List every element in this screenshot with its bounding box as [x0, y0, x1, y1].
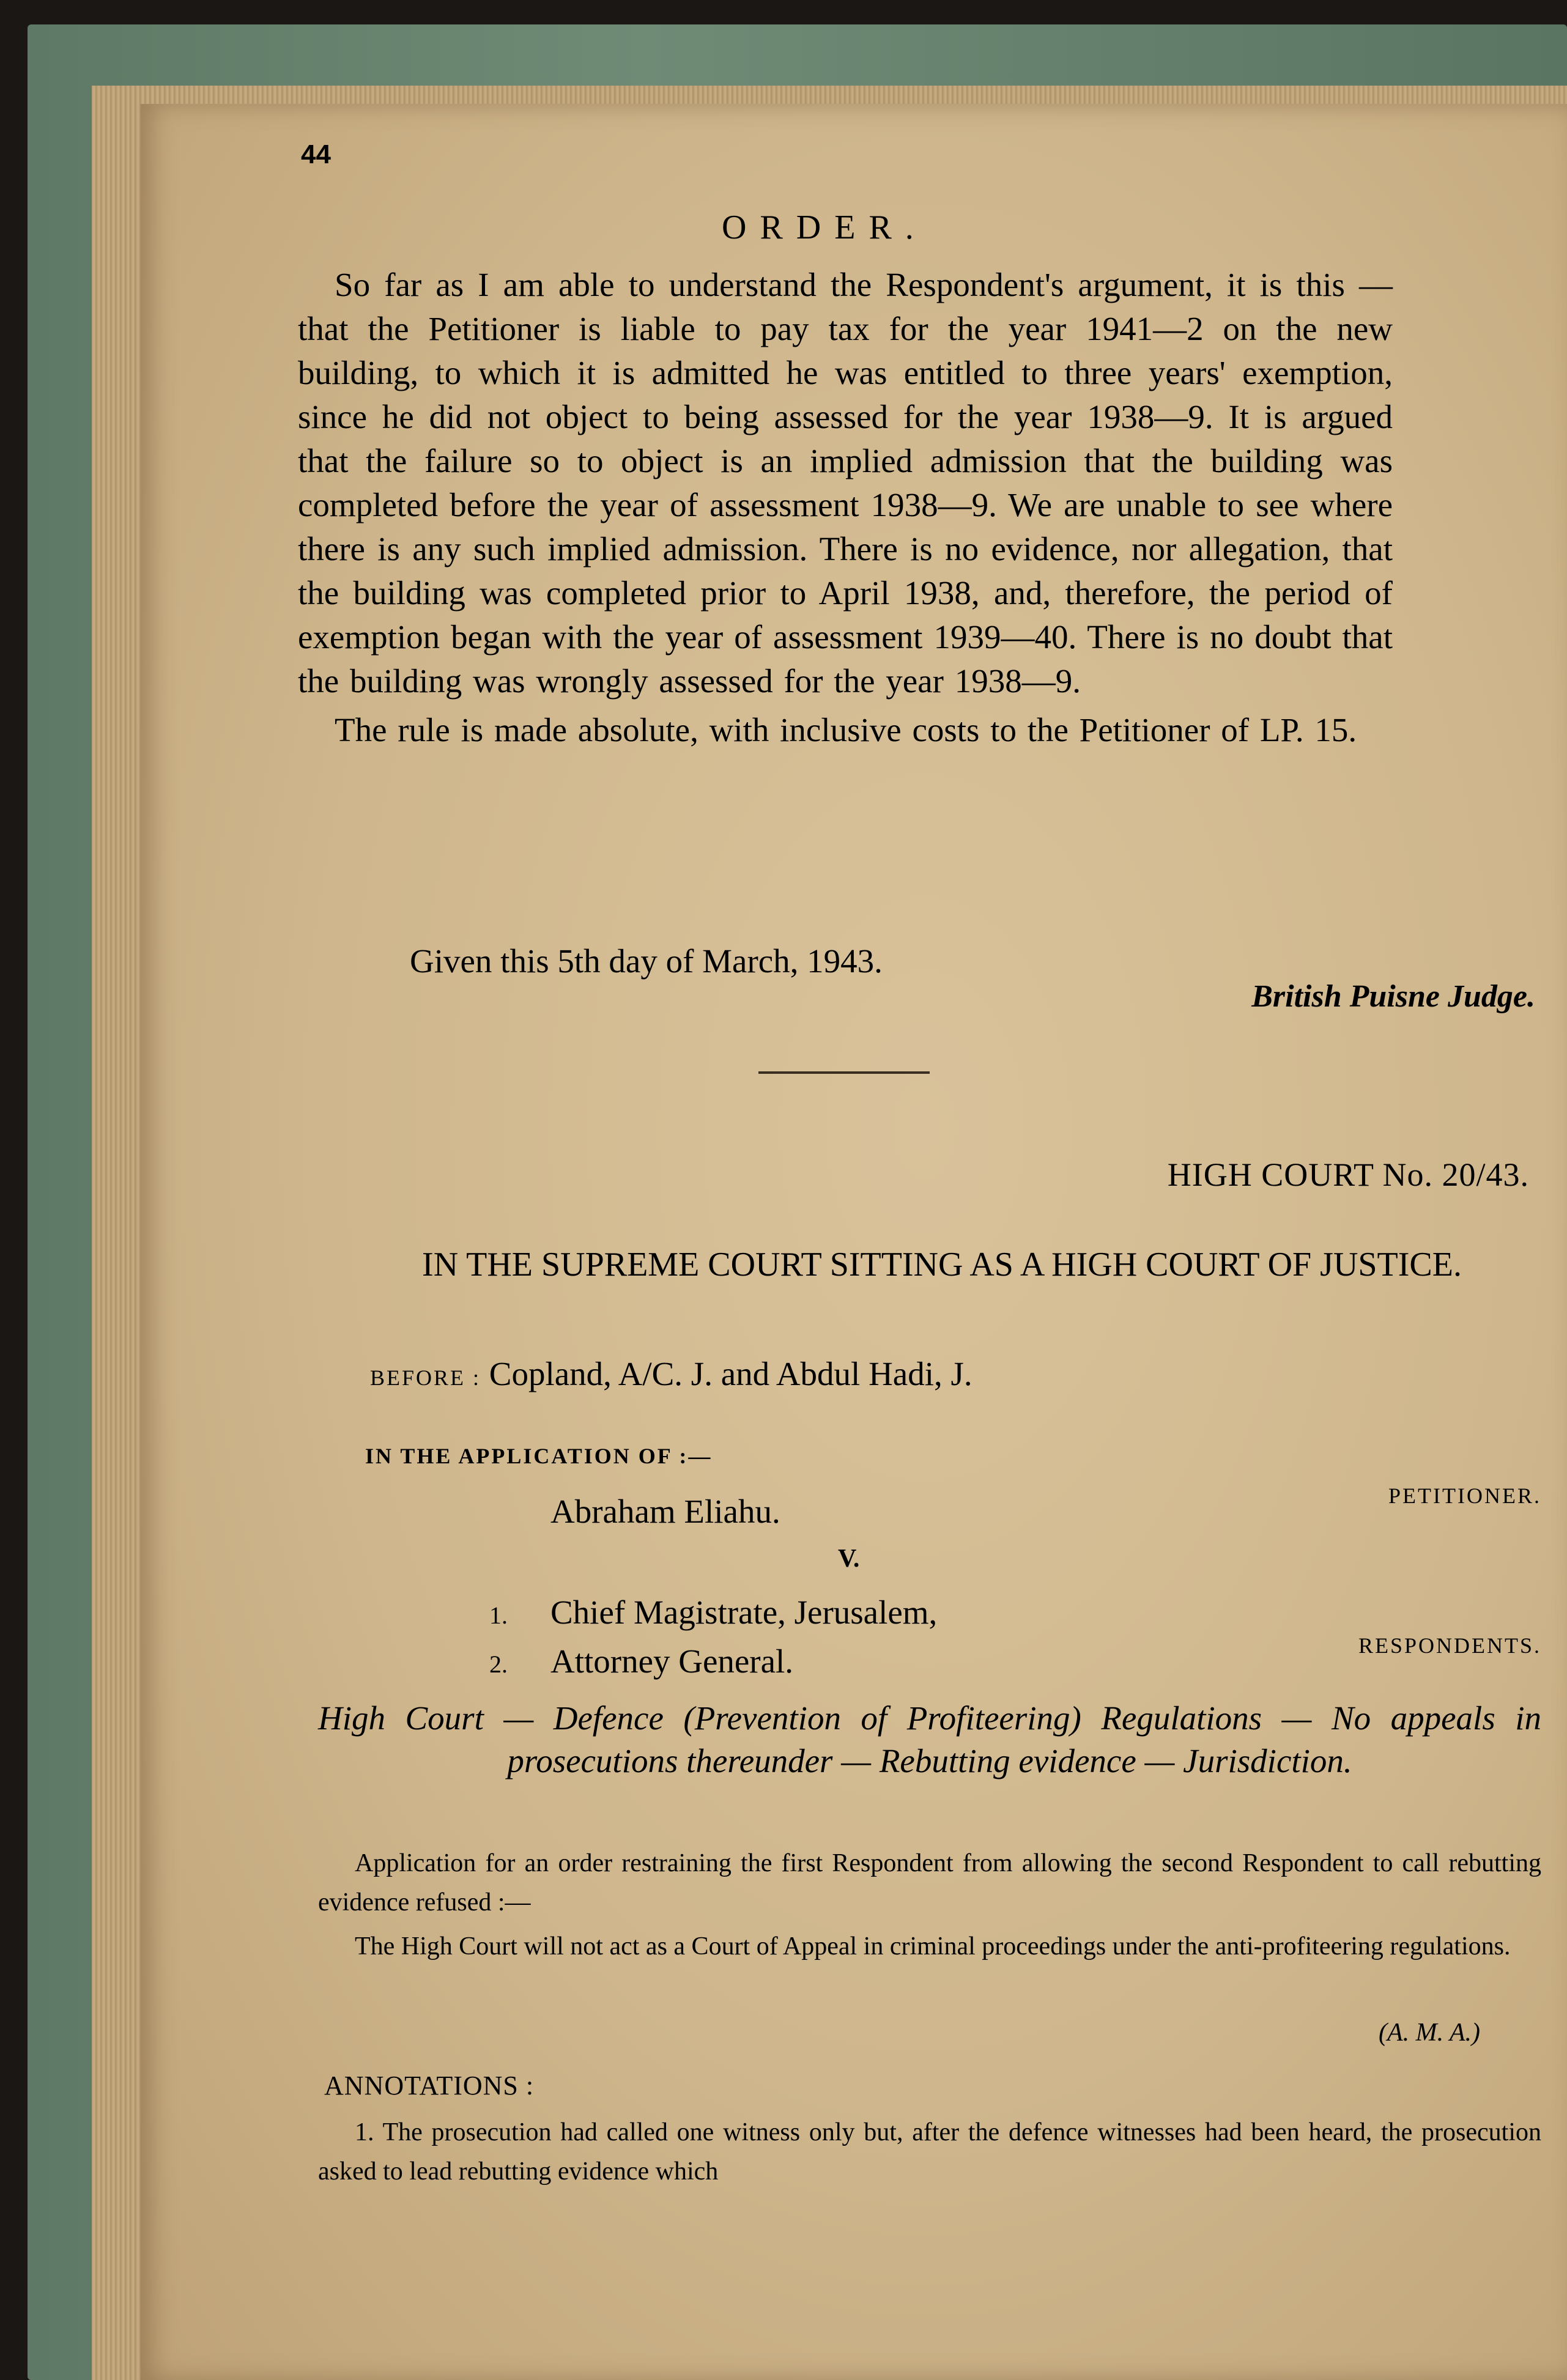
order-body [298, 263, 1393, 752]
versus: V. [838, 1545, 860, 1573]
annotation-text: 1. The prosecution had called one witness only but, after the defence witnesses had been heard, the prosecution asked to lead rebutting evidence which [318, 2118, 1541, 2186]
reporter-initials: (A. M. A.) [1378, 2019, 1480, 2047]
order-paragraph: The rule is made absolute, with inclusive costs to the Petitioner of LP. 15. [335, 711, 1357, 748]
case-summary [318, 1844, 1541, 1966]
court-title: IN THE SUPREME COURT SITTING AS A HIGH COURT OF JUSTICE. [422, 1246, 1462, 1284]
respondent-number: 2. [489, 1650, 508, 1678]
order-paragraph: So far as I am able to understand the Respondent's argument, it is this — that the Petitioner is liable to pay tax for the year 1941—2 on the new building, to which it is admitted he was entitled to three years' exemption, since he did not object to being assessed for the year 1938—9. It is argued that the failure so to object is an implied admission that the building was completed before the year of assessment 1938—9. We are unable to see where there is any such implied admission. There is no evidence, nor allegation, that the building was completed prior to April 1938, and, therefore, the period of exemption began with the year of assessment 1939—40. There is no doubt that the building was wrongly assessed for the year 1938—9. [298, 266, 1393, 700]
headnote: High Court — Defence (Prevention of Profiteering) Regulations — No appeals in prosecutions thereunder — Rebutting evidence — Jurisdiction. [318, 1699, 1541, 1779]
section-divider [758, 1071, 930, 1074]
page-number: 44 [301, 139, 331, 169]
respondent-name: Chief Magistrate, Jerusalem, [550, 1594, 938, 1631]
court-case-number: HIGH COURT No. 20/43. [1167, 1156, 1529, 1193]
application-label: IN THE APPLICATION OF :— [365, 1444, 713, 1468]
respondent-line [489, 1642, 793, 1680]
annotations-heading: ANNOTATIONS : [324, 2071, 535, 2101]
order-title: ORDER. [722, 209, 927, 246]
petitioner-label: PETITIONER. [1388, 1484, 1541, 1508]
summary-text: Application for an order restraining the first Respondent from allowing the second Respondent to call rebutting evidence refused :— [318, 1849, 1541, 1916]
before-label: BEFORE : [370, 1366, 481, 1390]
holding-text: The High Court will not act as a Court of Appeal in criminal proceedings under the anti-profiteering regulations. [355, 1932, 1511, 1961]
respondent-line [489, 1593, 937, 1632]
given-date: Given this 5th day of March, 1943. [410, 942, 883, 980]
petitioner-name: Abraham Eliahu. [550, 1493, 780, 1530]
before-judges: Copland, A/C. J. and Abdul Hadi, J. [489, 1355, 972, 1392]
respondent-number: 1. [489, 1602, 508, 1629]
respondent-name: Attorney General. [550, 1643, 794, 1680]
before-line [370, 1354, 972, 1393]
respondents-label: RESPONDENTS. [1358, 1633, 1541, 1658]
judge-signature: British Puisne Judge. [1251, 979, 1535, 1014]
annotation [318, 2113, 1541, 2191]
